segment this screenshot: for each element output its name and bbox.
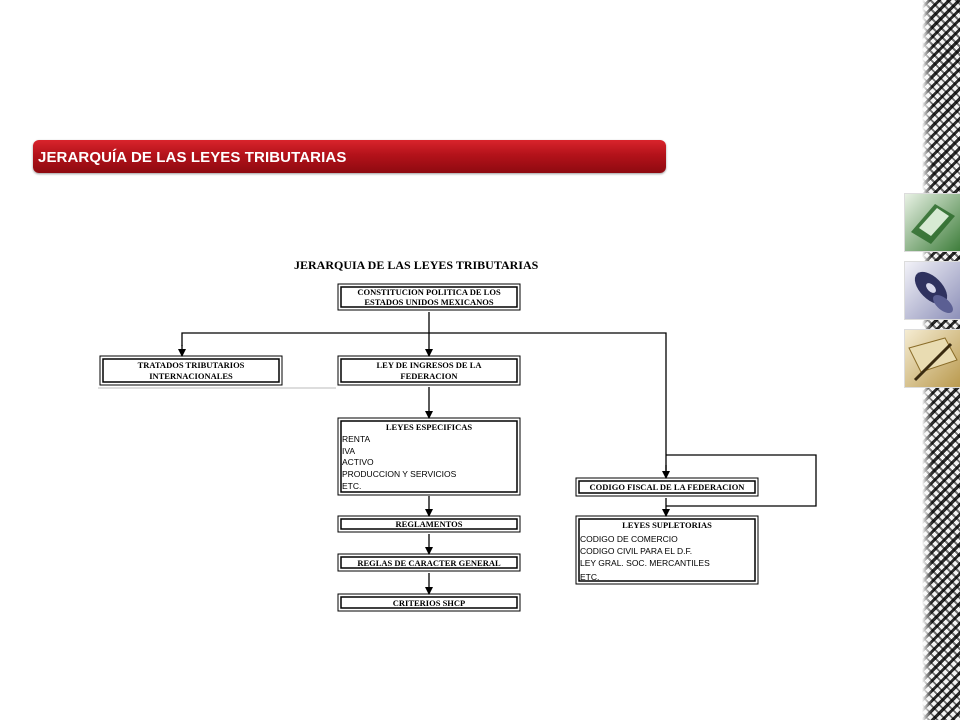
- leyes-especificas-item-produccion: PRODUCCION Y SERVICIOS: [342, 469, 457, 479]
- leyes-especificas-title: LEYES ESPECIFICAS: [385, 422, 473, 432]
- leyes-supletorias-item-civil: CODIGO CIVIL PARA EL D.F.: [580, 546, 693, 556]
- diagram-title: JERARQUIA DE LAS LEYES TRIBUTARIAS: [294, 258, 539, 272]
- box-ley-ingresos: [338, 356, 520, 385]
- criterios-label: CRITERIOS SHCP: [392, 598, 466, 608]
- codigo-fiscal-label: CODIGO FISCAL DE LA FEDERACION: [589, 482, 745, 492]
- leyes-supletorias-title: LEYES SUPLETORIAS: [622, 520, 712, 530]
- ley-ingresos-line-1: LEY DE INGRESOS DE LA: [376, 360, 482, 370]
- box-leyes-especificas: [338, 418, 520, 495]
- leyes-supletorias-item-comercio: CODIGO DE COMERCIO: [580, 534, 678, 544]
- constitucion-line-1: CONSTITUCION POLITICA DE LOS: [357, 287, 501, 297]
- leyes-supletorias-item-etc: ETC.: [580, 572, 600, 582]
- box-tratados: [100, 356, 282, 385]
- leyes-especificas-item-activo: ACTIVO: [342, 457, 374, 467]
- box-reglas: [338, 554, 520, 571]
- constitucion-line-2: ESTADOS UNIDOS MEXICANOS: [364, 297, 494, 307]
- box-constitucion: [338, 284, 520, 310]
- ley-ingresos-line-2: FEDERACION: [400, 371, 458, 381]
- slide-title: JERARQUÍA DE LAS LEYES TRIBUTARIAS: [38, 149, 347, 166]
- box-leyes-supletorias: [576, 516, 758, 584]
- reglamentos-label: REGLAMENTOS: [395, 519, 463, 529]
- tratados-line-1: TRATADOS TRIBUTARIOS: [137, 360, 245, 370]
- box-codigo-fiscal: [576, 478, 758, 496]
- box-reglamentos: [338, 516, 520, 532]
- leyes-especificas-item-renta: RENTA: [342, 434, 371, 444]
- leyes-especificas-item-etc: ETC.: [342, 481, 362, 491]
- box-criterios: [338, 594, 520, 611]
- tratados-line-2: INTERNACIONALES: [149, 371, 233, 381]
- reglas-label: REGLAS DE CARACTER GENERAL: [357, 558, 501, 568]
- leyes-supletorias-item-mercantiles: LEY GRAL. SOC. MERCANTILES: [580, 558, 710, 568]
- leyes-especificas-item-iva: IVA: [342, 446, 356, 456]
